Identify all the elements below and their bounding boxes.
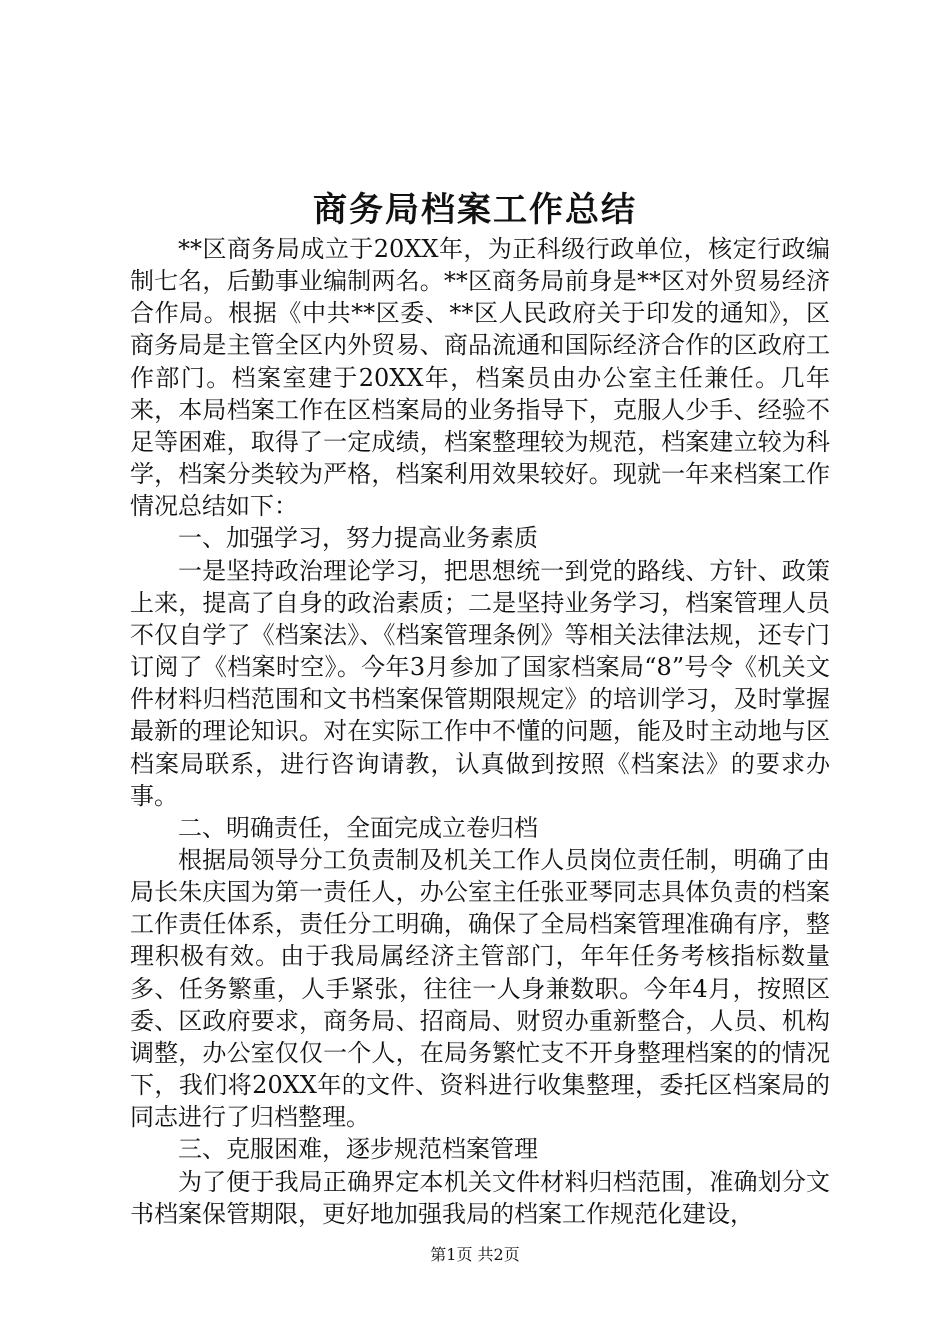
section-heading-1: 一、加强学习，努力提高业务素质 [178,524,538,553]
section-heading-2: 二、明确责任，全面完成立卷归档 [178,813,538,842]
paragraph-section-3: 为了便于我局正确界定本机关文件材料归档范围，准确划分文书档案保管期限，更好地加强我局的档案工作规范化建设， [130,1167,830,1228]
page-number-footer: 第1页 共2页 [430,1245,520,1264]
paragraph-section-1: 一是坚持政治理论学习，把思想统一到党的路线、方针、政策上来，提高了自身的政治素质；二是坚持业务学习，档案管理人员不仅自学了《档案法》、《档案管理条例》等相关法律法规，还专门订阅了《档案时空》。今年3月参加了国家档案局“8”号令《机关文件材料归档范围和文书档案保管期限规定》的培训学习，及时掌握最新的理论知识。对在实际工作中不懂的问题，能及时主动地与区档案局联系，进行咨询请教，认真做到按照《档案法》的要求办事。 [130,556,830,810]
document-body [130,233,830,1230]
document-title: 商务局档案工作总结 [313,190,637,230]
paragraph-intro: **区商务局成立于20XX年，为正科级行政单位，核定行政编制七名，后勤事业编制两名。**区商务局前身是**区对外贸易经济合作局。根据《中共**区委、**区人民政府关于印发的通知》，区商务局是主管全区内外贸易、商品流通和国际经济合作的区政府工作部门。档案室建于20XX年，档案员由办公室主任兼任。几年来，本局档案工作在区档案局的业务指导下，克服人少手、经验不足等困难，取得了一定成绩，档案整理较为规范，档案建立较为科学，档案分类较为严格，档案利用效果较好。现就一年来档案工作情况总结如下： [130,235,830,521]
section-heading-3: 三、克服困难，逐步规范档案管理 [178,1135,538,1164]
paragraph-section-2: 根据局领导分工负责制及机关工作人员岗位责任制，明确了由局长朱庆国为第一责任人，办公室主任张亚琴同志具体负责的档案工作责任体系，责任分工明确，确保了全局档案管理准确有序，整理积极有效。由于我局属经济主管部门，年年任务考核指标数量多、任务繁重，人手紧张，往往一人身兼数职。今年4月，按照区委、区政府要求，商务局、招商局、财贸办重新整合，人员、机构调整，办公室仅仅一个人，在局务繁忙支不开身整理档案的的情况下，我们将20XX年的文件、资料进行收集整理，委托区档案局的同志进行了归档整理。 [130,845,830,1132]
